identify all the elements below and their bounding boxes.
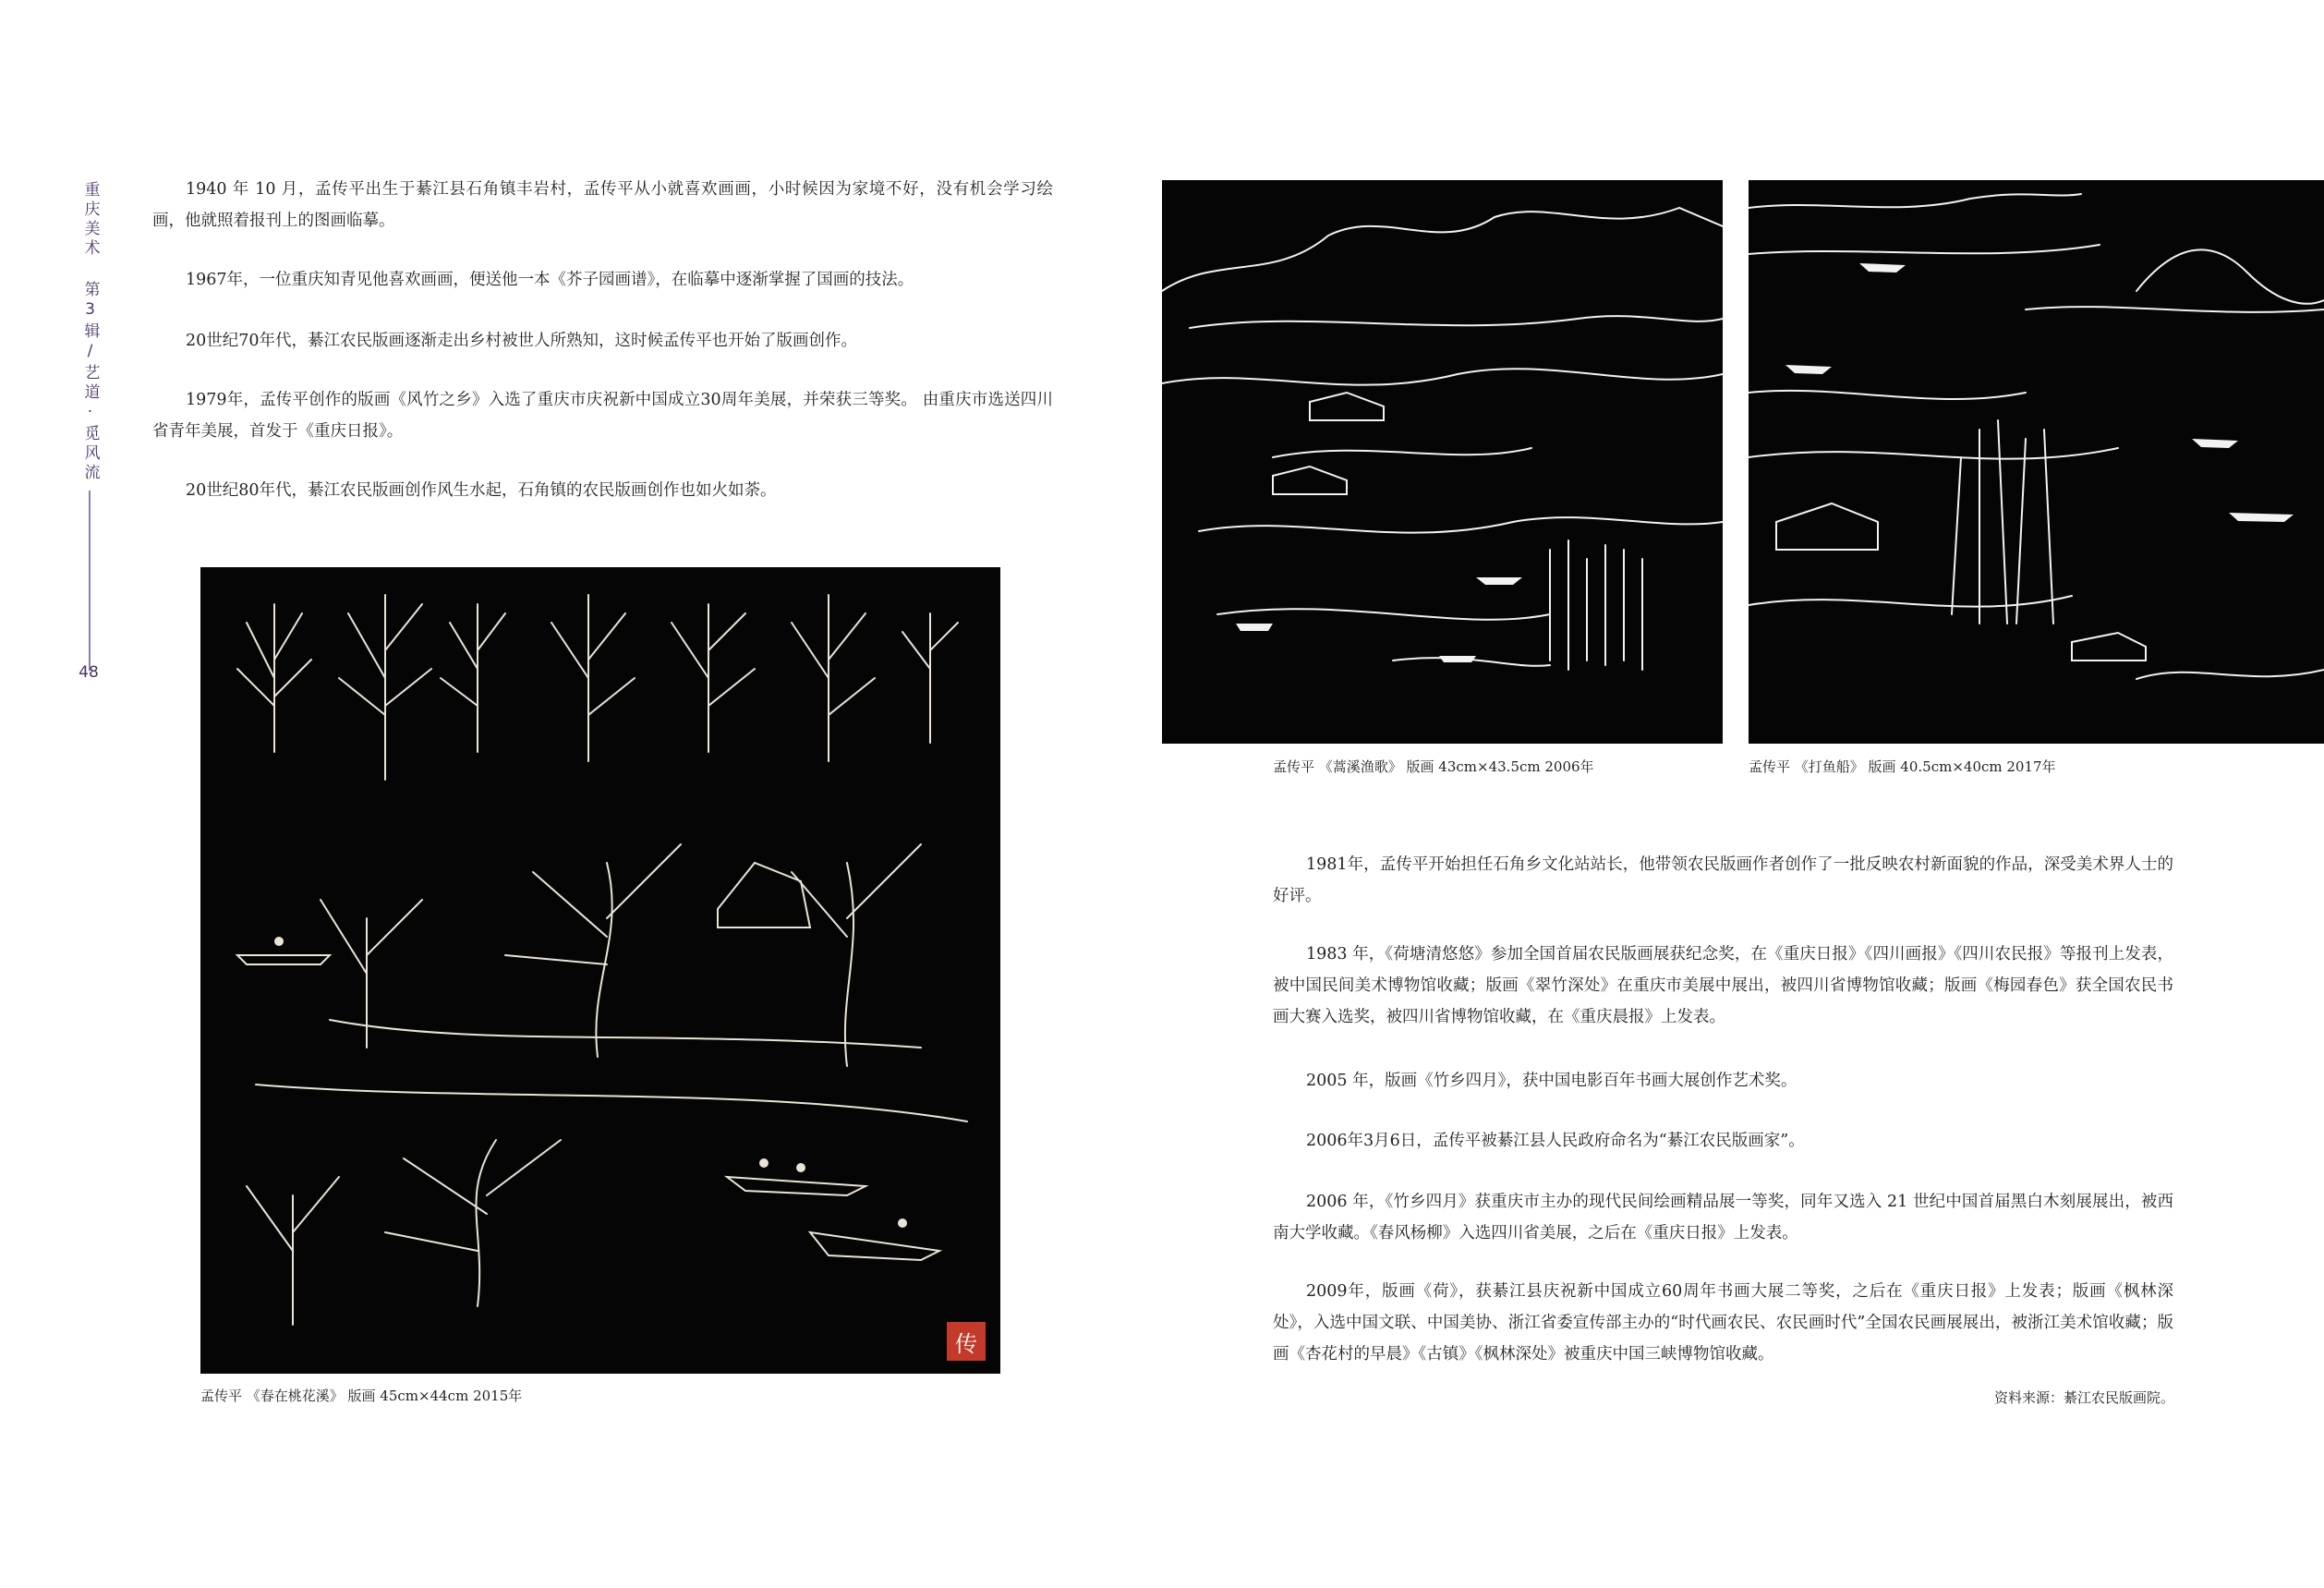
sidebar (76, 181, 103, 671)
left-paragraph-2: 1967年，一位重庆知青见他喜欢画画，便送他一本《芥子园画谱》，在临摹中逐渐掌握了国画的技法。 (186, 271, 914, 289)
right-paragraph-2: 1983 年，《荷塘清悠悠》参加全国首届农民版画展获纪念奖，在《重庆日报》《四川画报》《四川农民报》等报刊上发表，被中国民间美术博物馆收藏；版画《翠竹深处》在重庆市美展中展出，被四川省博物馆收藏；版画《梅园春色》获全国农民书画大赛入选奖，被四川省博物馆收藏，在《重庆晨报》上发表。 (1273, 945, 2173, 1026)
page-number: 48 (79, 663, 99, 682)
right-paragraph-3: 2005 年，版画《竹乡四月》，获中国电影百年书画大展创作艺术奖。 (1306, 1072, 1797, 1090)
top-right-artwork-image (1749, 180, 2324, 744)
top-left-artwork-image (1162, 180, 1723, 744)
main-artwork-caption: 孟传平 《春在桃花溪》 版画 45cm×44cm 2015年 (200, 1388, 523, 1404)
main-artwork-image (200, 567, 1000, 1374)
artist-seal: 传 (947, 1322, 986, 1361)
top-right-artwork-drawing (1749, 180, 2324, 744)
top-left-artwork-drawing (1162, 180, 1723, 744)
right-paragraph-5: 2006 年，《竹乡四月》获重庆市主办的现代民间绘画精品展一等奖，同年又选入 21 世纪中国首届黑白木刻展展出，被西南大学收藏。《春风杨柳》入选四川省美展，之后在《重庆日报》上发表。 (1273, 1193, 2173, 1243)
source-note: 资料来源：綦江农民版画院。 (1993, 1389, 2174, 1406)
sidebar-divider (89, 491, 91, 671)
main-artwork-drawing (200, 567, 1000, 1374)
left-paragraph-1: 1940 年 10 月，孟传平出生于綦江县石角镇丰岩村，孟传平从小就喜欢画画，小时候因为家境不好，没有机会学习绘画，他就照着报刊上的图画临摹。 (152, 180, 1053, 230)
right-paragraph-4: 2006年3月6日，孟传平被綦江县人民政府命名为“綦江农民版画家”。 (1306, 1132, 1805, 1150)
top-left-artwork-caption: 孟传平 《蒿溪渔歌》 版画 43cm×43.5cm 2006年 (1273, 758, 1594, 775)
magazine-title-vertical: 重庆美术 第3辑/艺道·觅风流 (80, 181, 100, 483)
left-paragraph-4: 1979年，孟传平创作的版画《风竹之乡》入选了重庆市庆祝新中国成立30周年美展，并荣获三等奖。 由重庆市选送四川省青年美展，首发于《重庆日报》。 (152, 391, 1053, 441)
right-paragraph-1: 1981年，孟传平开始担任石角乡文化站站长，他带领农民版画作者创作了一批反映农村新面貌的作品，深受美术界人士的好评。 (1273, 855, 2173, 905)
top-right-artwork-caption: 孟传平 《打鱼船》 版画 40.5cm×40cm 2017年 (1749, 758, 2056, 775)
left-paragraph-5: 20世纪80年代，綦江农民版画创作风生水起，石角镇的农民版画创作也如火如荼。 (186, 481, 777, 500)
left-paragraph-3: 20世纪70年代，綦江农民版画逐渐走出乡村被世人所熟知，这时候孟传平也开始了版画创作。 (186, 332, 858, 350)
right-paragraph-6: 2009年，版画《荷》，获綦江县庆祝新中国成立60周年书画大展二等奖，之后在《重庆日报》上发表；版画《枫林深处》，入选中国文联、中国美协、浙江省委宣传部主办的“时代画农民、农民画时代”全国农民画展展出，被浙江美术馆收藏；版画《杏花村的早晨》《古镇》《枫林深处》被重庆中国三峡博物馆收藏。 (1273, 1282, 2173, 1364)
